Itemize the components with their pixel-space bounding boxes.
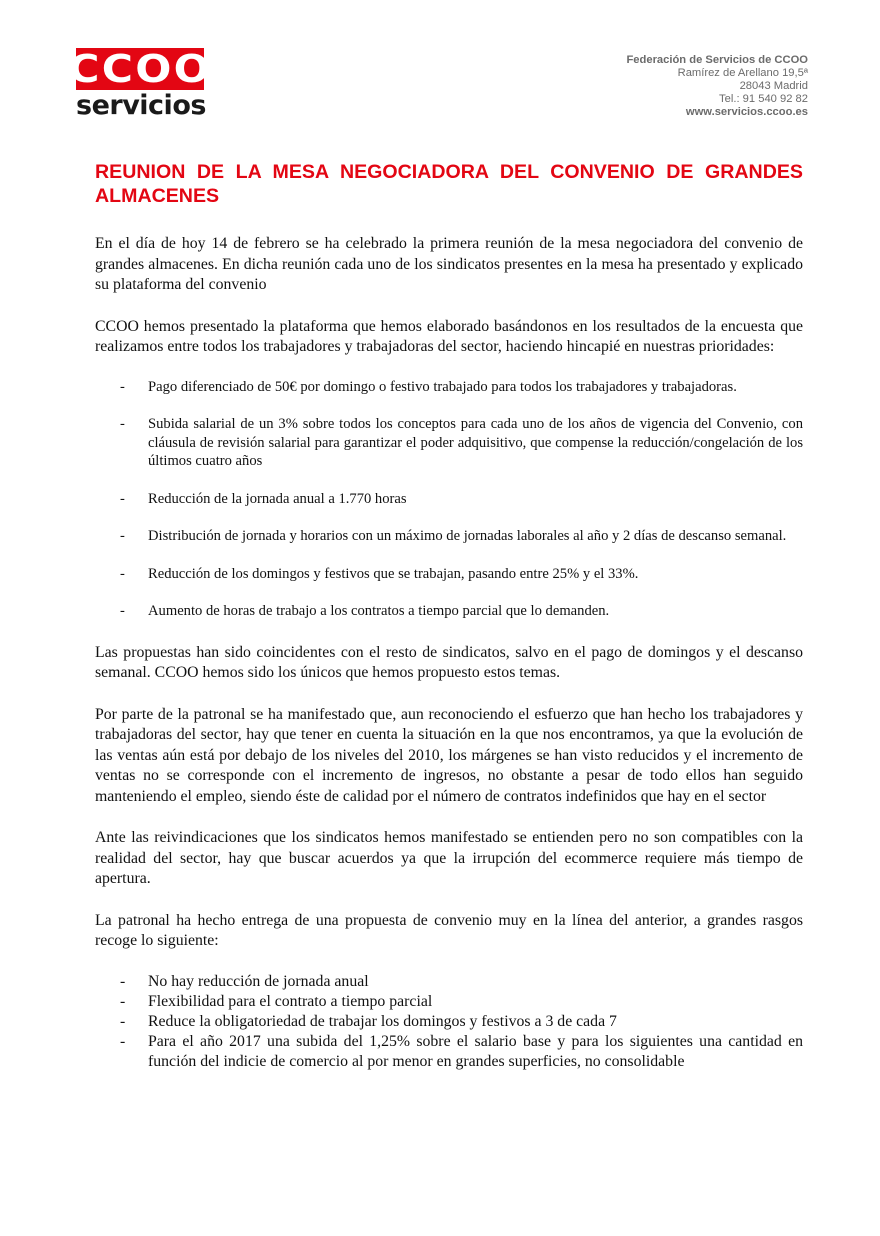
paragraph-coincidence: Las propuestas han sido coincidentes con el resto de sindicatos, salvo en el pago de domingos y el descanso semanal. CCOO hemos sido los únicos que hemos propuesto estos temas. — [95, 643, 803, 681]
list-item-text: Pago diferenciado de 50€ por domingo o festivo trabajado para todos los trabajadores y trabajadoras. — [148, 378, 737, 395]
list-item — [95, 490, 803, 509]
address-phone: Tel.: 91 540 92 82 — [719, 93, 808, 105]
bullet-dash: - — [120, 378, 125, 395]
bullet-dash: - — [120, 603, 125, 619]
bullet-dash: - — [120, 1012, 126, 1030]
list-item — [95, 378, 803, 397]
address-org: Federación de Servicios de CCOO — [626, 54, 808, 66]
paragraph-demands: Ante las reivindicaciones que los sindicatos hemos manifestado se entienden pero no son compatibles con la realidad del sector, hay que buscar acuerdos ya que la irrupción del ecommerce requiere más tiempo de apertura. — [95, 829, 803, 887]
list-item-text: Para el año 2017 una subida del 1,25% sobre el salario base y para los siguientes una cantidad en función del indicie de comercio al por menor en grandes superficies, no consolidable — [148, 1032, 803, 1070]
list-item — [95, 415, 803, 471]
list-item-text: No hay reducción de jornada anual — [148, 972, 369, 990]
list-item-text: Distribución de jornada y horarios con un máximo de jornadas laborales al año y 2 días de descanso semanal. — [148, 528, 787, 544]
list-item-text: Reducción de la jornada anual a 1.770 horas — [148, 490, 407, 507]
bullet-dash: - — [120, 992, 126, 1010]
address-web: www.servicios.ccoo.es — [685, 106, 808, 118]
bullet-dash: - — [120, 1032, 126, 1050]
list-item — [95, 565, 803, 584]
bullet-dash: - — [120, 528, 125, 544]
bullet-dash: - — [120, 416, 125, 432]
bullet-dash: - — [120, 490, 125, 507]
paragraph-employer-proposal: La patronal ha hecho entrega de una propuesta de convenio muy en la línea del anterior, a grandes rasgos recoge lo siguiente: — [95, 911, 803, 949]
employer-proposal-list — [95, 972, 803, 1072]
logo-mark: CCOO — [68, 47, 212, 91]
list-item-text: Reduce la obligatoriedad de trabajar los domingos y festivos a 3 de cada 7 — [148, 1012, 617, 1030]
document-title: REUNION DE LA MESA NEGOCIADORA DEL CONVENIO DE GRANDES ALMACENES — [95, 161, 803, 207]
logo-subtitle: servicios — [76, 90, 206, 121]
priorities-list — [95, 378, 803, 621]
list-item — [95, 602, 803, 621]
list-item-text: Flexibilidad para el contrato a tiempo parcial — [148, 992, 433, 1010]
letterhead-address — [626, 54, 808, 119]
paragraph-platform: CCOO hemos presentado la plataforma que hemos elaborado basándonos en los resultados de la encuesta que realizamos entre todos los trabajadores y trabajadoras del sector, haciendo hincapié en nuestras prioridades: — [95, 317, 803, 355]
bullet-dash: - — [120, 565, 125, 582]
list-item — [95, 1012, 803, 1032]
ccoo-servicios-logo — [68, 47, 212, 121]
list-item-text: Reducción de los domingos y festivos que se trabajan, pasando entre 25% y el 33%. — [148, 565, 639, 582]
paragraph-intro: En el día de hoy 14 de febrero se ha celebrado la primera reunión de la mesa negociadora del convenio de grandes almacenes. En dicha reunión cada uno de los sindicatos presentes en la mesa ha presentado y explicado su plataforma del convenio — [95, 235, 803, 293]
list-item-text: Subida salarial de un 3% sobre todos los conceptos para cada uno de los años de vigencia del Convenio, con cláusula de revisión salarial para garantizar el poder adquisitivo, que compense la reducción/congelación de los últimos cuatro años — [148, 416, 803, 469]
address-street: Ramírez de Arellano 19,5ª — [677, 67, 808, 79]
list-item — [95, 972, 803, 992]
logo-red-box — [68, 47, 212, 91]
list-item — [95, 992, 803, 1012]
list-item — [95, 1032, 803, 1072]
list-item-text: Aumento de horas de trabajo a los contratos a tiempo parcial que lo demanden. — [148, 603, 610, 619]
paragraph-employer-position: Por parte de la patronal se ha manifestado que, aun reconociendo el esfuerzo que han hecho los trabajadores y trabajadoras del sector, hay que tener en cuenta la situación en la que nos encontramos, ya que la evolución de las ventas aún está por debajo de los niveles del 2010, los márgenes se han visto reducidos y el incremento de ventas no se corresponde con el incremento de ingresos, no obstante a pesar de todo ellos han seguido manteniendo el empleo, siendo éste de calidad por el número de contratos indefinidos que hay en el sector — [95, 705, 803, 805]
bullet-dash: - — [120, 972, 126, 990]
document-body — [95, 160, 803, 1072]
list-item — [95, 527, 803, 546]
address-city: 28043 Madrid — [739, 80, 808, 92]
